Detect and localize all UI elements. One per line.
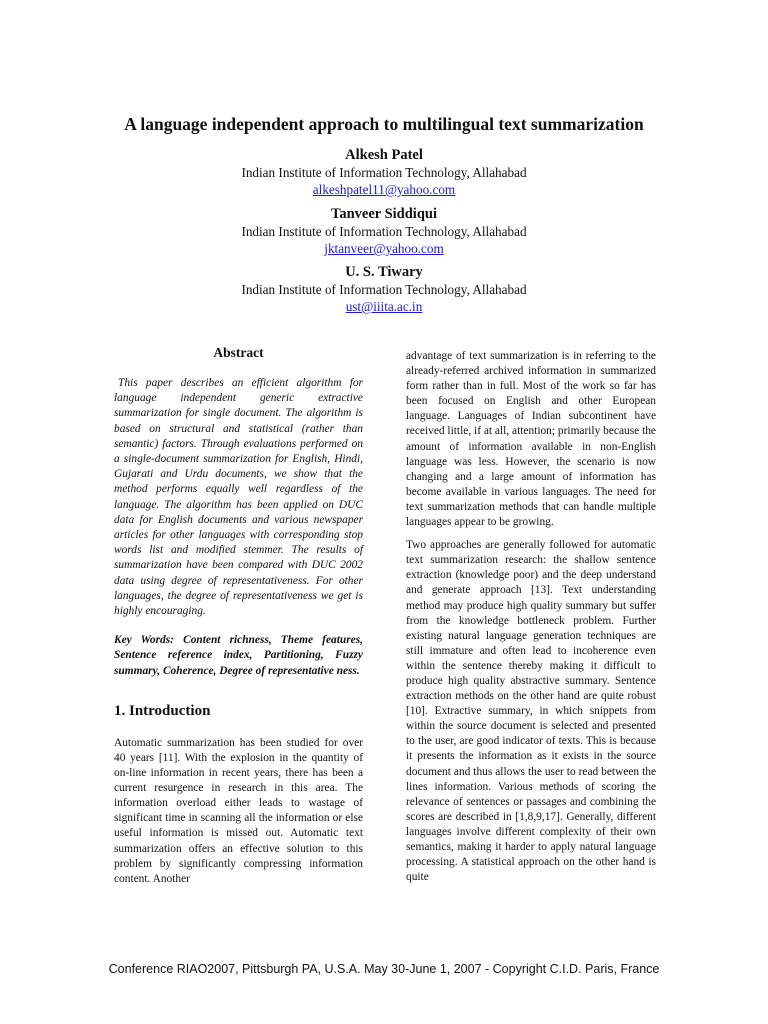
paper-title: A language independent approach to multilingual text summarization	[124, 114, 644, 134]
paragraph: Two approaches are generally followed for automatic text summarization research: the shallow sentence extraction (knowledge poor) and the deep understand and generate approach [13]. Text understanding method may produce high quality summary but suffer from the knowledge bottleneck problem. Further existing natural language generation techniques are still immature and often lead to incoherence even within the sentence thereby making it difficult to produce high quality abstractive summary. Sentence extraction methods on the other hand are quite robust [10]. Extractive summary, in which snippets from within the source document is selected and presented to the user, are good indicator of texts. This is because it presents the information as it exists in the source document and thus allows the user to read between the lines information. Various methods of scoring the relevance of sentences or passages and combining the scores are described in [1,8,9,17]. Generally, different languages involve different complexity of their own semantics, making it harder to apply natural language processing. A statistical approach on the other hand is quite	[406, 539, 656, 884]
author-affiliation: Indian Institute of Information Technology, Allahabad	[241, 165, 527, 180]
page-footer: Conference RIAO2007, Pittsburgh PA, U.S.A. May 30-June 1, 2007 - Copyright C.I.D. Paris, France	[108, 962, 660, 976]
paragraph: advantage of text summarization is in referring to the already-referred archived information in summarized form rather than in full. Most of the work so far has been focused on English and other European language. Languages of Indian subcontinent have received little, if at all, attention; primarily because the amount of information available in non-English language was less. However, the scenario is now changing and a large amount of information has become available in various languages. The need for text summarization methods that can handle multiple languages appear to be growing.	[406, 350, 656, 529]
section-heading-introduction: 1. Introduction	[114, 702, 211, 719]
author-name: U. S. Tiwary	[345, 264, 423, 280]
author-affiliation: Indian Institute of Information Technology, Allahabad	[241, 224, 527, 239]
author-name: Tanveer Siddiqui	[331, 206, 437, 222]
right-column	[406, 349, 656, 893]
abstract-text: This paper describes an efficient algorithm for language independent generic extractive summarization for single document. The algorithm is based on structural and statistical (rather than semantic) factors. Through evaluations performed on a single-document summarization for English, Hindi, Gujarati and Urdu documents, we show that the method performs equally well regardless of the language. The algorithm has been applied on DUC data for English documents and various newspaper articles for other languages with corresponding stop words list and modified stemmer. The results of summarization have been compared with DUC 2002 data using degree of representativeness. For other languages, the degree of representativeness we get is highly encouraging.	[114, 377, 363, 618]
author-email-link[interactable]: ust@iiita.ac.in	[345, 299, 423, 314]
author-email-link[interactable]: alkeshpatel11@yahoo.com	[312, 182, 456, 197]
abstract-heading: Abstract	[213, 345, 264, 360]
author-affiliation: Indian Institute of Information Technology, Allahabad	[241, 282, 527, 297]
author-email-link[interactable]: jktanveer@yahoo.com	[324, 241, 444, 256]
keywords: Key Words: Content richness, Theme features, Sentence reference index, Partitioning, Fuzzy summary, Coherence, Degree of representative ness.	[114, 634, 363, 677]
author-block-1	[0, 146, 768, 198]
author-name: Alkesh Patel	[345, 147, 423, 163]
paragraph: Automatic summarization has been studied for over 40 years [11]. With the explosion in the quantity of on-line information in recent years, there has been a current resurgence in research in this area. The information overload either leads to wastage of significant time in scanning all the information or else useful information is missed out. Automatic text summarization offers an effective solution to this problem by significantly compressing information content. Another	[114, 736, 363, 885]
left-column	[114, 345, 363, 895]
author-block-3	[0, 263, 768, 315]
author-block-2	[0, 205, 768, 257]
